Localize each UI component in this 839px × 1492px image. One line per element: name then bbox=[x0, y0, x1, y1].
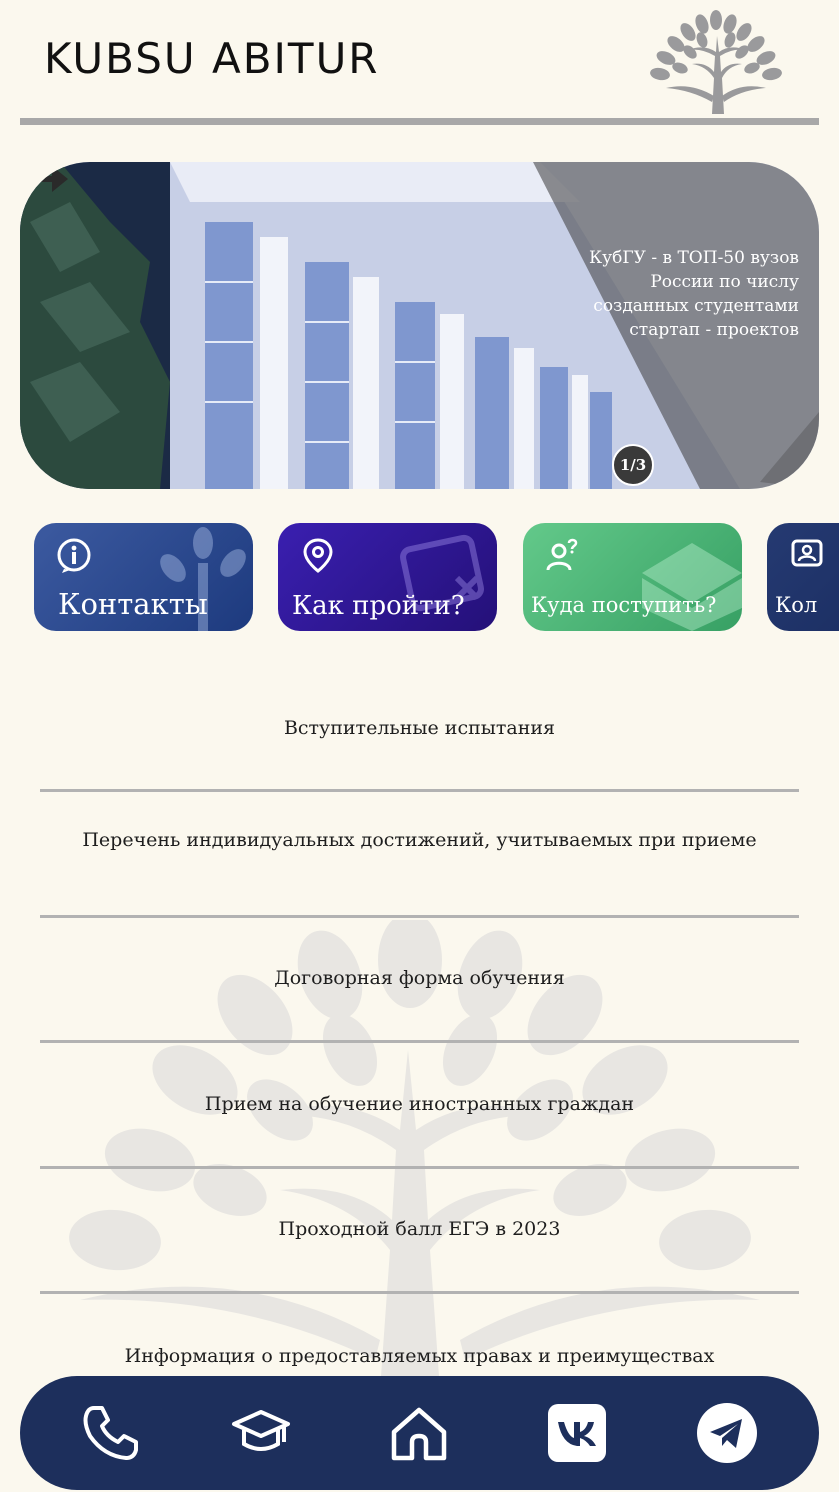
how-to-get-card-label: Как пройти? bbox=[292, 591, 465, 621]
telegram-icon[interactable] bbox=[696, 1402, 758, 1464]
slide-counter: 1/3 bbox=[612, 444, 654, 486]
menu-divider bbox=[40, 1291, 799, 1294]
more-card[interactable] bbox=[767, 523, 839, 631]
news-carousel[interactable] bbox=[20, 162, 819, 489]
home-icon[interactable] bbox=[388, 1402, 450, 1464]
contacts-card[interactable] bbox=[34, 523, 253, 631]
menu-item-achievements[interactable]: Перечень индивидуальных достижений, учитываемых при приеме bbox=[82, 829, 757, 851]
menu-divider bbox=[40, 1040, 799, 1043]
graduation-cap-icon[interactable] bbox=[230, 1402, 292, 1464]
menu-item-passing-score[interactable]: Проходной балл ЕГЭ в 2023 bbox=[278, 1218, 561, 1240]
arrow-right-icon[interactable] bbox=[20, 162, 70, 196]
location-pin-icon bbox=[300, 537, 336, 573]
menu-item-foreign-citizens[interactable]: Прием на обучение иностранных граждан bbox=[204, 1093, 635, 1115]
menu-divider bbox=[40, 789, 799, 792]
info-icon bbox=[56, 537, 92, 573]
menu-divider bbox=[40, 1166, 799, 1169]
tree-logo-icon bbox=[636, 6, 796, 114]
more-card-label: Кол bbox=[775, 593, 818, 617]
contacts-card-label: Контакты bbox=[58, 587, 208, 621]
where-to-apply-card-label: Куда поступить? bbox=[531, 593, 717, 617]
menu-item-rights-benefits[interactable]: Информация о предоставляемых правах и преимуществах bbox=[124, 1345, 715, 1367]
vk-icon[interactable] bbox=[546, 1402, 608, 1464]
banner-caption: КубГУ - в ТОП-50 вузов России по числу созданных студентами стартап - проектов bbox=[589, 248, 799, 340]
shortcut-cards bbox=[0, 523, 839, 633]
how-to-get-card[interactable] bbox=[278, 523, 497, 631]
phone-icon[interactable] bbox=[80, 1402, 142, 1464]
where-to-apply-card[interactable] bbox=[523, 523, 742, 631]
bottom-navigation bbox=[20, 1376, 819, 1490]
menu-item-contract-education[interactable]: Договорная форма обучения bbox=[274, 967, 565, 989]
menu-item-entrance-exams[interactable]: Вступительные испытания bbox=[283, 717, 556, 739]
menu-divider bbox=[40, 915, 799, 918]
id-card-icon bbox=[789, 537, 825, 573]
header-divider bbox=[20, 118, 819, 125]
app-title: KUBSU ABITUR bbox=[44, 34, 380, 83]
app-header bbox=[0, 0, 839, 130]
person-question-icon bbox=[545, 537, 581, 573]
